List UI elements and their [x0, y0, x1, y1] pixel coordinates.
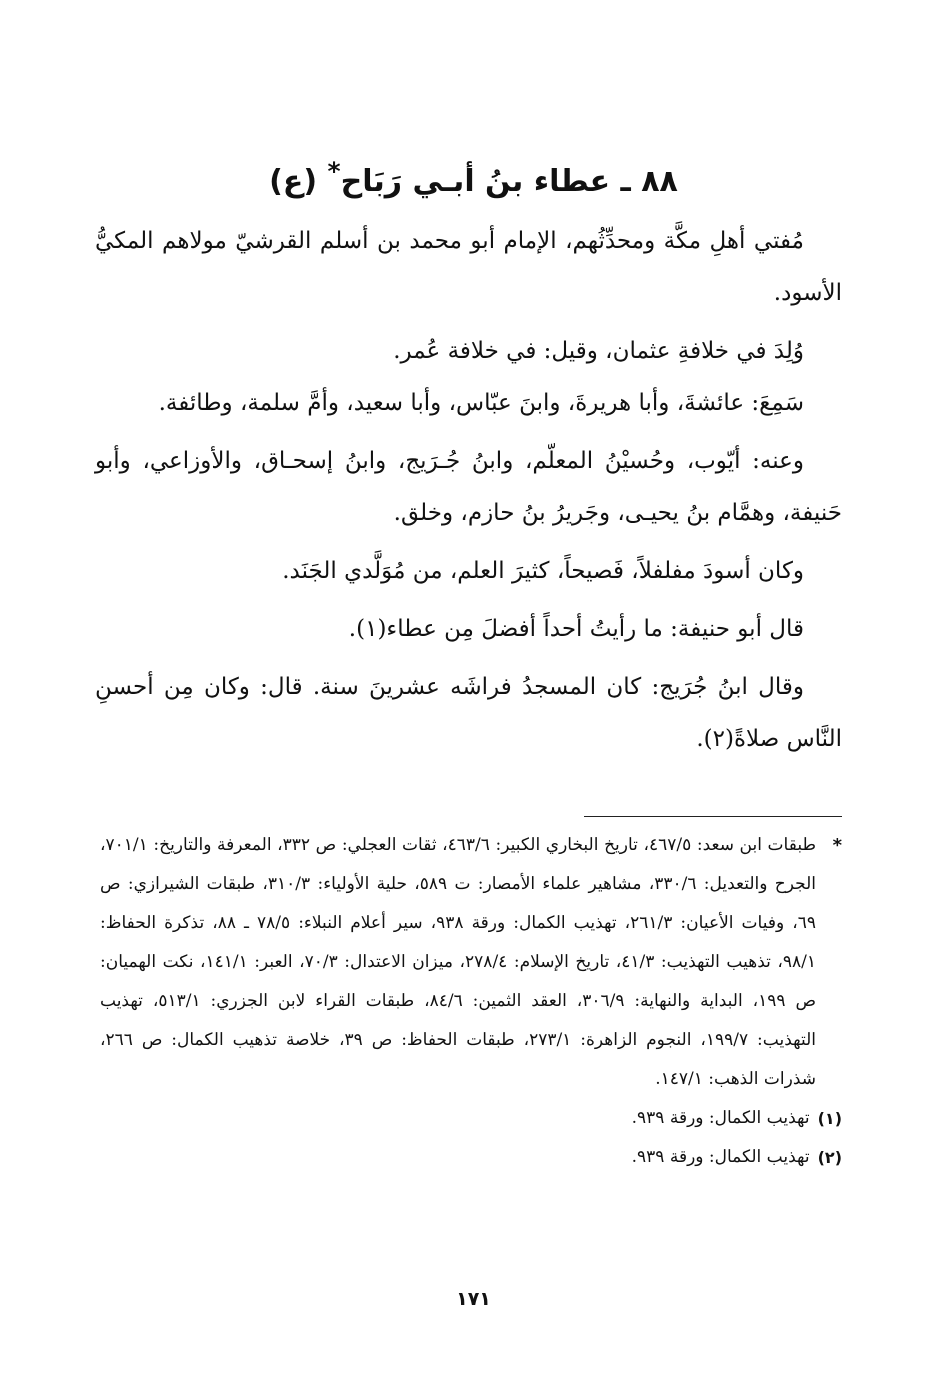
paragraph-students: وعنه: أيّوب، وحُسيْنُ المعلّم، وابنُ جُـرَيج، وابنُ إسحـاق، والأوزاعي، وأبو حَنيفة، وهمَّام بنُ يحيـى، وجَريرُ بنُ حازم، وخلق.: [95, 448, 842, 526]
footnotes: [100, 826, 842, 1177]
entry-heading: [120, 150, 827, 204]
footnote-sources: [100, 826, 842, 1099]
footnote-2-number: (٢): [817, 1148, 842, 1167]
footnote-1-text: تهذيب الكمال: ورقة ٩٣٩.: [631, 1108, 810, 1128]
paragraph-heard: سَمِعَ: عائشةَ، وأبا هريرةَ، وابنَ عبّاس، وأبا سعيد، وأمَّ سلمة، وطائفة.: [158, 390, 804, 416]
footnote-1: [100, 1099, 842, 1138]
paragraph-description: وكان أسودَ مفلفلاً، فَصيحاً، كثيرَ العلم، من مُوَلَّدي الجَنَد.: [282, 558, 804, 584]
footnote-sources-text: طبقات ابن سعد: ٤٦٧/٥، تاريخ البخاري الكبير: ٤٦٣/٦، ثقات العجلي: ص ٣٣٢، المعرفة والتاريخ: ٧٠١/١، الجرح والتعديل: ٣٣٠/٦، مشاهير علماء الأمصار: ت ٥٨٩، حلية الأولياء: ٣١٠/٣، طبقات الشيرازي: ص ٦٩، وفيات الأعيان: ٢٦١/٣، تهذيب الكمال: ورقة ٩٣٨، سير أعلام النبلاء: ٧٨/٥ ـ ٨٨، تذكرة الحفاظ: ٩٨/١، تذهيب التهذيب: ٤١/٣، تاريخ الإسلام: ٢٧٨/٤، ميزان الاعتدال: ٧٠/٣، العبر: ١٤١/١، نكت الهميان: ص ١٩٩، البداية والنهاية: ٣٠٦/٩، العقد الثمين: ٨٤/٦، طبقات القراء لابن الجزري: ٥١٣/١، تهذيب التهذيب: ١٩٩/٧، النجوم الزاهرة: ٢٧٣/١، طبقات الحفاظ: ص ٣٩، خلاصة تذهيب الكمال: ص ٢٦٦، شذرات الذهب: ١٤٧/١.: [100, 835, 817, 1089]
paragraph-abu-hanifa-quote: قال أبو حنيفة: ما رأيتُ أحداً أفضلَ مِن عطاء(١).: [348, 616, 804, 642]
entry-name: عطاء بنُ أبـي رَبَاح: [340, 164, 611, 199]
entry-body: [95, 215, 842, 765]
entry-code: (ع): [269, 164, 318, 199]
footnote-2: [100, 1138, 842, 1177]
entry-number: ٨٨ ـ: [620, 164, 678, 199]
paragraph-ibn-jurayj-quote: وقال ابنُ جُرَيج: كان المسجدُ فراشَه عشرينَ سنة. قال: وكان مِن أحسنِ النَّاس صلاةً(٢).: [95, 674, 842, 752]
paragraph-intro: مُفتي أهلِ مكَّة ومحدِّثُهم، الإمام أبو محمد بن أسلم القرشيّ مولاهم المكيُّ الأسود.: [95, 228, 842, 306]
page-number: ١٧١: [456, 1288, 491, 1310]
heading-footnote-star: *: [327, 157, 341, 186]
footnote-1-number: (١): [817, 1109, 842, 1128]
paragraph-birth: وُلِدَ في خلافةِ عثمان، وقيل: في خلافة عُمر.: [393, 338, 804, 364]
footnote-separator: [584, 816, 842, 817]
footnote-star: *: [832, 835, 842, 856]
footnote-2-text: تهذيب الكمال: ورقة ٩٣٩.: [631, 1147, 810, 1167]
